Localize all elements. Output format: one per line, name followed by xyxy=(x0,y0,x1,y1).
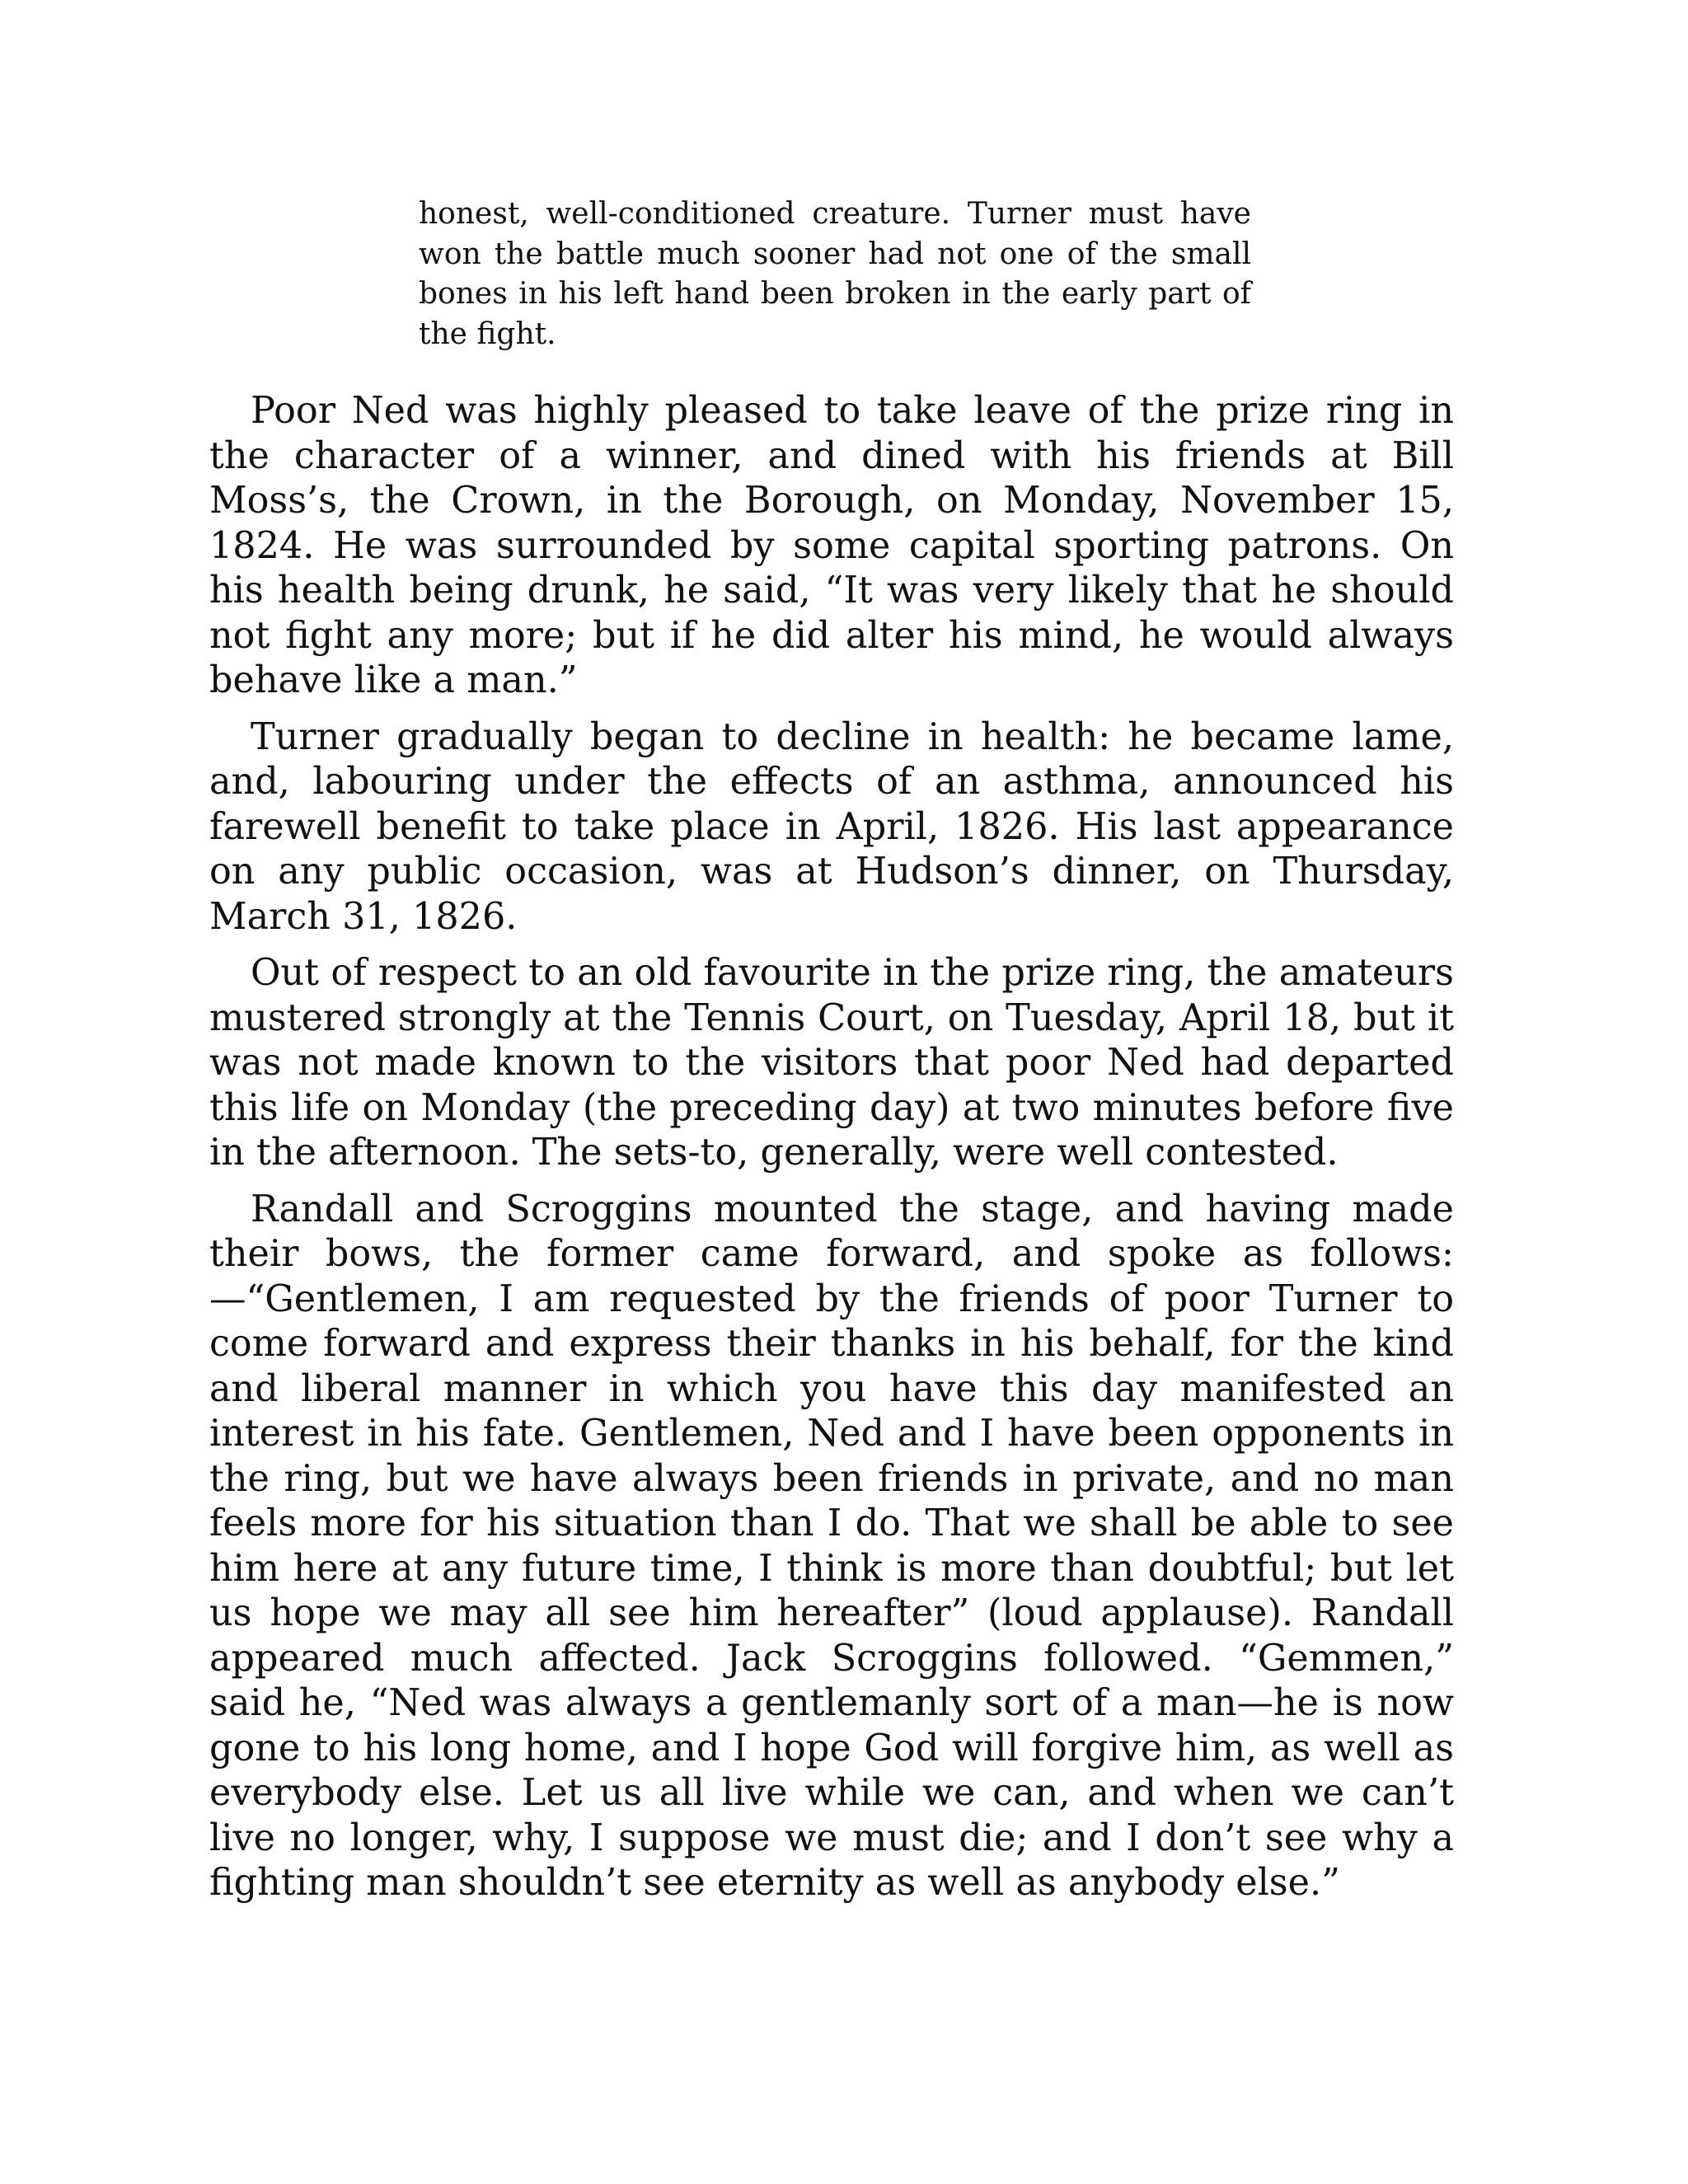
paragraph-3: Out of respect to an old favourite in the prize ring, the amateurs mustered strongly at the Tennis Court, on Tuesday, April 18, but it was not made known to the visitors that poor Ned had departed this life on Monday (the preceding day) at two minutes before five in the afternoon. The sets-to, generally, were well contested. xyxy=(209,952,1454,1174)
paragraph-2: Turner gradually began to decline in health: he became lame, and, labouring under the effects of an asthma, announced his farewell benefit to take place in April, 1826. His last appearance on any public occasion, was at Hudson’s dinner, on Thursday, March 31, 1826. xyxy=(209,715,1454,938)
paragraph-4: Randall and Scroggins mounted the stage, and having made their bows, the former came forward, and spoke as follows:—“Gentlemen, I am requested by the friends of poor Turner to come forward and express their thanks in his behalf, for the kind and liberal manner in which you have this day manifested an interest in his fate. Gentlemen, Ned and I have been opponents in the ring, but we have always been friends in private, and no man feels more for his situation than I do. That we shall be able to see him here at any future time, I think is more than doubtful; but let us hope we may all see him hereafter” (loud applause). Randall appeared much affected. Jack Scroggins followed. “Gemmen,” said he, “Ned was always a gentlemanly sort of a man—he is now gone to his long home, and I hope God will forgive him, as well as everybody else. Let us all live while we can, and when we can’t live no longer, why, I suppose we must die; and I don’t see why a fighting man shouldn’t see eternity as well as anybody else.” xyxy=(209,1188,1454,1904)
block-quote: honest, well-conditioned creature. Turner must have won the battle much sooner had not one of the small bones in his left hand been broken in the early part of the fight. xyxy=(419,197,1251,351)
paragraph-1: Poor Ned was highly pleased to take leave of the prize ring in the character of a winner, and dined with his friends at Bill Moss’s, the Crown, in the Borough, on Monday, November 15, 1824. He was surrounded by some capital sporting patrons. On his health being drunk, he said, “It was very likely that he should not fight any more; but if he did alter his mind, he would always behave like a man.” xyxy=(209,390,1454,701)
body-text xyxy=(209,389,1454,1918)
